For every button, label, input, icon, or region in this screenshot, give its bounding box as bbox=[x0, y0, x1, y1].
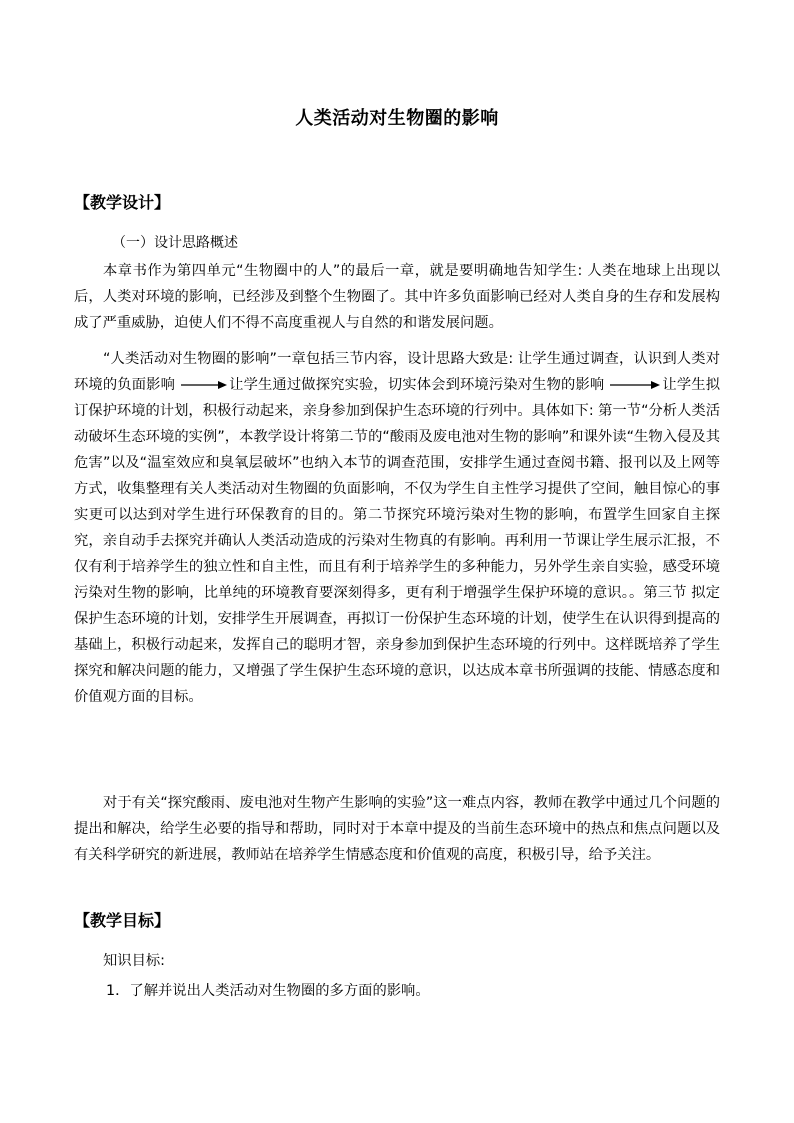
arrow-right-icon bbox=[610, 380, 660, 390]
subheading-design-overview: （一）设计思路概述 bbox=[112, 235, 238, 251]
paragraph-difficulty: 对于有关“探究酸雨、废电池对生物产生影响的实验”这一难点内容，教师在教学中通过几个问题的提出和解决，给学生必要的指导和帮助，同时对于本章中提及的当前生态环境中的热点和焦点问题以及有关科学研究的新进展，教师站在培养学生情感态度和价值观的高度，积极引导，给予关注。 bbox=[74, 795, 720, 863]
goal-item-1: 1．了解并说出人类活动对生物圈的多方面的影响。 bbox=[106, 983, 430, 999]
paragraph-approach-part3: 让学生拟订保护环境的计划，积极行动起来，亲身参加到保护生态环境的行列中。具体如下: 第一节“分析人类活动破坏生态环境的实例”，本教学设计将第二节的“酸雨及废电池对生物的影响”和课外读“生物入侵及其危害”以及“温室效应和臭氧层破坏”也纳入本节的调查范围，安排学生通过查阅书籍、报刊以及上网等方式，收集整理有关人类活动对生物圈的负面影响，不仅为学生自主性学习提供了空间，触目惊心的事实更可以达到对学生进行环保教育的目的。第二节探究环境污染对生物的影响，布置学生回家自主探究，亲自动手去探究并确认人类活动造成的污染对生物真的有影响。再利用一节课让学生展示汇报，不仅有利于培养学生的独立性和自主性，而且有利于培养学生的多种能力，另外学生亲自实验，感受环境污染对生物的影响，比单纯的环境教育要深刻得多，更有利于增强学生保护环境的意识。。第三节 拟定保护生态环境的计划，安排学生开展调查，再拟订一份保护生态环境的计划，使学生在认识得到提高的基础上，积极行动起来，发挥自己的聪明才智，亲身参加到保护生态环境的行列中。这样既培养了学生探究和解决问题的能力，又增强了学生保护生态环境的意识，以达成本章书所强调的技能、情感态度和价值观方面的目标。 bbox=[74, 377, 721, 705]
paragraph-approach-part2: 让学生通过做探究实验，切实体会到环境污染对生物的影响 bbox=[229, 377, 605, 393]
paragraph-intro: 本章书作为第四单元“生物圈中的人”的最后一章，就是要明确地告知学生: 人类在地球上出现以后，人类对环境的影响，已经涉及到整个生物圈了。其中许多负面影响已经对人类自身的生存和发展构成了严重威胁，迫使人们不得不高度重视人与自然的和谐发展问题。 bbox=[74, 263, 720, 331]
section-heading-teaching-design: 【教学设计】 bbox=[74, 193, 171, 212]
knowledge-goals-label: 知识目标: bbox=[103, 953, 166, 969]
paragraph-approach-part1: “人类活动对生物圈的影响”一章包括三节内容，设计思路大致是: 让学生通过调查，认识到人类对环境的负面影响 bbox=[74, 351, 720, 393]
document-title: 人类活动对生物圈的影响 bbox=[295, 108, 499, 129]
paragraph-design-approach bbox=[74, 346, 720, 710]
section-heading-teaching-goals: 【教学目标】 bbox=[74, 911, 171, 930]
arrow-right-icon bbox=[181, 380, 227, 390]
